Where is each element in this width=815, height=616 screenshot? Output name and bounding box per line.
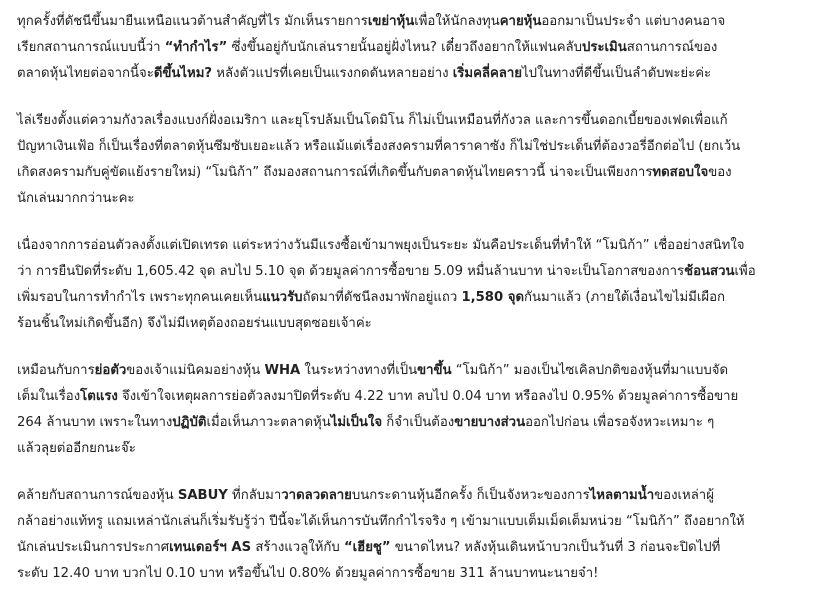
article-paragraph bbox=[17, 9, 809, 87]
body-text: ของเหล่าผู้ bbox=[654, 488, 714, 503]
body-text: คล้ายกับสถานการณ์ของหุ้น bbox=[17, 488, 178, 503]
body-text: นักเล่นมากกว่านะคะ bbox=[17, 191, 135, 206]
body-text: เพื่อ bbox=[734, 264, 756, 279]
article-paragraph bbox=[17, 108, 809, 212]
body-text: เพิ่มรอบในการทำกำไร เพราะทุกคนเคยเห็น bbox=[17, 290, 263, 305]
paragraph-line bbox=[17, 561, 809, 587]
emphasis-text: “เฮียชู” bbox=[343, 540, 391, 555]
paragraph-line bbox=[17, 535, 809, 561]
emphasis-text: แนวรับ bbox=[262, 290, 303, 305]
body-text: ขนาดไหน? หลังหุ้นเดินหน้าบวกเป็นวันที่ 3 ก่อนจะปิดไปที่ bbox=[390, 540, 721, 555]
emphasis-text: คายหุ้น bbox=[499, 14, 542, 29]
body-text: นักเล่นประเมินการประกาศ bbox=[17, 540, 170, 555]
article-paragraph bbox=[17, 358, 809, 462]
paragraph-line bbox=[17, 108, 809, 134]
emphasis-text: ไหลตามน้ำ bbox=[589, 488, 655, 503]
paragraph-line bbox=[17, 9, 809, 35]
body-text: จึงเข้าใจเหตุผลการย่อตัวลงมาปิดที่ระดับ 4.22 บาท ลบไป 0.04 บาท หรือลงไป 0.95% ด้วยมูลค่าการซื้อขาย bbox=[117, 389, 739, 404]
paragraph-line bbox=[17, 285, 809, 311]
body-text: ของ bbox=[708, 165, 732, 180]
body-text: เหมือนกับการ bbox=[17, 363, 95, 378]
body-text: แล้วลุยต่ออีกยกนะจ๊ะ bbox=[17, 441, 136, 456]
paragraph-line bbox=[17, 134, 809, 160]
article-paragraph bbox=[17, 483, 809, 587]
body-text: ทุกครั้งที่ดัชนีขึ้นมายืนเหนือแนวต้านสำคัญที่ไร มักเห็นรายการ bbox=[17, 14, 368, 29]
paragraph-line bbox=[17, 259, 809, 285]
paragraph-line bbox=[17, 483, 809, 509]
paragraph-line bbox=[17, 410, 809, 436]
body-text: เนื่องจากการอ่อนตัวลงตั้งแต่เปิดเทรด แต่ระหว่างวันมีแรงซื้อเข้ามาพยุงเป็นระยะ มันคือประเด็นที่ทำให้ “โมนิก้า” เชื่ออย่างสนิทใจ bbox=[17, 238, 745, 253]
emphasis-text: 1,580 จุด bbox=[461, 290, 525, 305]
body-text: สร้างแวลูให้กับ bbox=[251, 540, 344, 555]
body-text: กันมาแล้ว (ภายใต้เงื่อนไขไม่มีเผือก bbox=[524, 290, 725, 305]
emphasis-text: ขาขึ้น bbox=[417, 363, 452, 378]
paragraph-line bbox=[17, 233, 809, 259]
article-paragraph bbox=[17, 233, 809, 337]
body-text: เพื่อให้นักลงทุน bbox=[414, 14, 500, 29]
body-text: เมื่อเห็นภาวะตลาดหุ้น bbox=[206, 415, 331, 430]
body-text: ก็จำเป็นต้อง bbox=[382, 415, 455, 430]
body-text: ว่า การยืนปิดที่ระดับ 1,605.42 จุด ลบไป 5.10 จุด ด้วยมูลค่าการซื้อขาย 5.09 หมื่นล้านบาท น่าจะเป็นโอกาสของการ bbox=[17, 264, 685, 279]
body-text: เต็มในเรื่อง bbox=[17, 389, 81, 404]
paragraph-line bbox=[17, 384, 809, 410]
paragraph-line bbox=[17, 358, 809, 384]
body-text: “โมนิก้า” มองเป็นไซเคิลปกติของหุ้นที่มาแบบจัด bbox=[451, 363, 729, 378]
paragraph-line bbox=[17, 186, 809, 212]
paragraph-line bbox=[17, 436, 809, 462]
paragraph-line bbox=[17, 160, 809, 186]
body-text: 264 ล้านบาท เพราะในทาง bbox=[17, 415, 173, 430]
body-text: ออกมาเป็นประจำ แต่บางคนอาจ bbox=[541, 14, 726, 29]
body-text: ตลาดหุ้นไทยต่อจากนี้จะ bbox=[17, 66, 154, 81]
body-text: หลังตัวแปรที่เคยเป็นแรงกดดันหลายอย่าง bbox=[212, 66, 453, 81]
emphasis-text: เทนเดอร์ฯ AS bbox=[169, 540, 252, 555]
emphasis-text: วาดลวดลาย bbox=[281, 488, 352, 503]
emphasis-text: ประเมิน bbox=[582, 40, 627, 55]
body-text: ที่กลับมา bbox=[227, 488, 282, 503]
body-text: ในระหว่างทางที่เป็น bbox=[300, 363, 418, 378]
emphasis-text: “ทำกำไร” bbox=[164, 40, 228, 55]
body-text: ซึ่งขึ้นอยู่กับนักเล่นรายนั้นอยู่ฝั่งไหน? เดี๋ยวถึงอยากให้แฟนคลับ bbox=[227, 40, 583, 55]
body-text: กล้าอย่างแท้ทรู แถมเหล่านักเล่นก็เริ่มรับรู้ว่า ปีนี้จะได้เห็นการบันทึกกำไรจริง ๆ เข้ามาแบบเต็มเม็ดเต็มหน่วย “โมนิก้า” ถึงอยากให้ bbox=[17, 514, 745, 529]
emphasis-text: ไม่เป็นใจ bbox=[330, 415, 383, 430]
emphasis-text: โตแรง bbox=[80, 389, 118, 404]
body-text: เกิดสงครามกับคู่ขัดแย้งรายใหม่) “โมนิก้า” ถึงมองสถานการณ์ที่เกิดขึ้นกับตลาดหุ้นไทยคราวนี้ น่าจะเป็นเพียงการ bbox=[17, 165, 653, 180]
body-text: ถัดมาที่ดัชนีลงมาพักอยู่แถว bbox=[302, 290, 462, 305]
emphasis-text: ปฏิบัติ bbox=[172, 415, 207, 430]
paragraph-line bbox=[17, 35, 809, 61]
paragraph-line bbox=[17, 311, 809, 337]
emphasis-text: ทดสอบใจ bbox=[652, 165, 709, 180]
emphasis-text: ช้อนสวน bbox=[684, 264, 735, 279]
paragraph-line bbox=[17, 509, 809, 535]
emphasis-text: เขย่าหุ้น bbox=[367, 14, 415, 29]
paragraph-line bbox=[17, 61, 809, 87]
body-text: ปัญหาเงินเฟ้อ ก็เป็นเรื่องที่ตลาดหุ้นซึมซับเยอะแล้ว หรือแม้แต่เรื่องสงครามที่คาราคาซัง ก็ไม่ใช่ประเด็นที่ต้องวอรี่อีกต่อไป (ยกเว้น bbox=[17, 139, 741, 154]
body-text: บนกระดานหุ้นอีกครั้ง ก็เป็นจังหวะของการ bbox=[351, 488, 590, 503]
body-text: ของเจ้าแม่นิคมอย่างหุ้น bbox=[126, 363, 265, 378]
body-text: ระดับ 12.40 บาท บวกไป 0.10 บาท หรือขึ้นไป 0.80% ด้วยมูลค่าการซื้อขาย 311 ล้านบาทนะนายจ๋า! bbox=[17, 566, 599, 581]
emphasis-text: ขายบางส่วน bbox=[454, 415, 526, 430]
body-text: ไล่เรียงตั้งแต่ความกังวลเรื่องแบงก์ฝั่งอเมริกา และยุโรปล้มเป็นโดมิโน ก็ไม่เป็นเหมือนที่กังวล และการขึ้นดอกเบี้ยของเฟดเพื่อแก้ bbox=[17, 113, 728, 128]
body-text: ออกไปก่อน เพื่อรอจังหวะเหมาะ ๆ bbox=[525, 415, 715, 430]
body-text: ไปในทางที่ดีขึ้นเป็นลำดับพะย่ะค่ะ bbox=[522, 66, 712, 81]
emphasis-text: SABUY bbox=[177, 488, 228, 503]
emphasis-text: ย่อตัว bbox=[94, 363, 127, 378]
body-text: เรียกสถานการณ์แบบนี้ว่า bbox=[17, 40, 165, 55]
emphasis-text: WHA bbox=[264, 363, 301, 378]
body-text: ร้อนชิ้นใหม่เกิดขึ้นอีก) จึงไม่มีเหตุต้องถอยร่นแบบสุดซอยเจ้าค่ะ bbox=[17, 316, 372, 331]
body-text: สถานการณ์ของ bbox=[626, 40, 718, 55]
emphasis-text: ดีขึ้นไหม? bbox=[153, 66, 213, 81]
emphasis-text: เริ่มคลี่คลาย bbox=[452, 66, 523, 81]
